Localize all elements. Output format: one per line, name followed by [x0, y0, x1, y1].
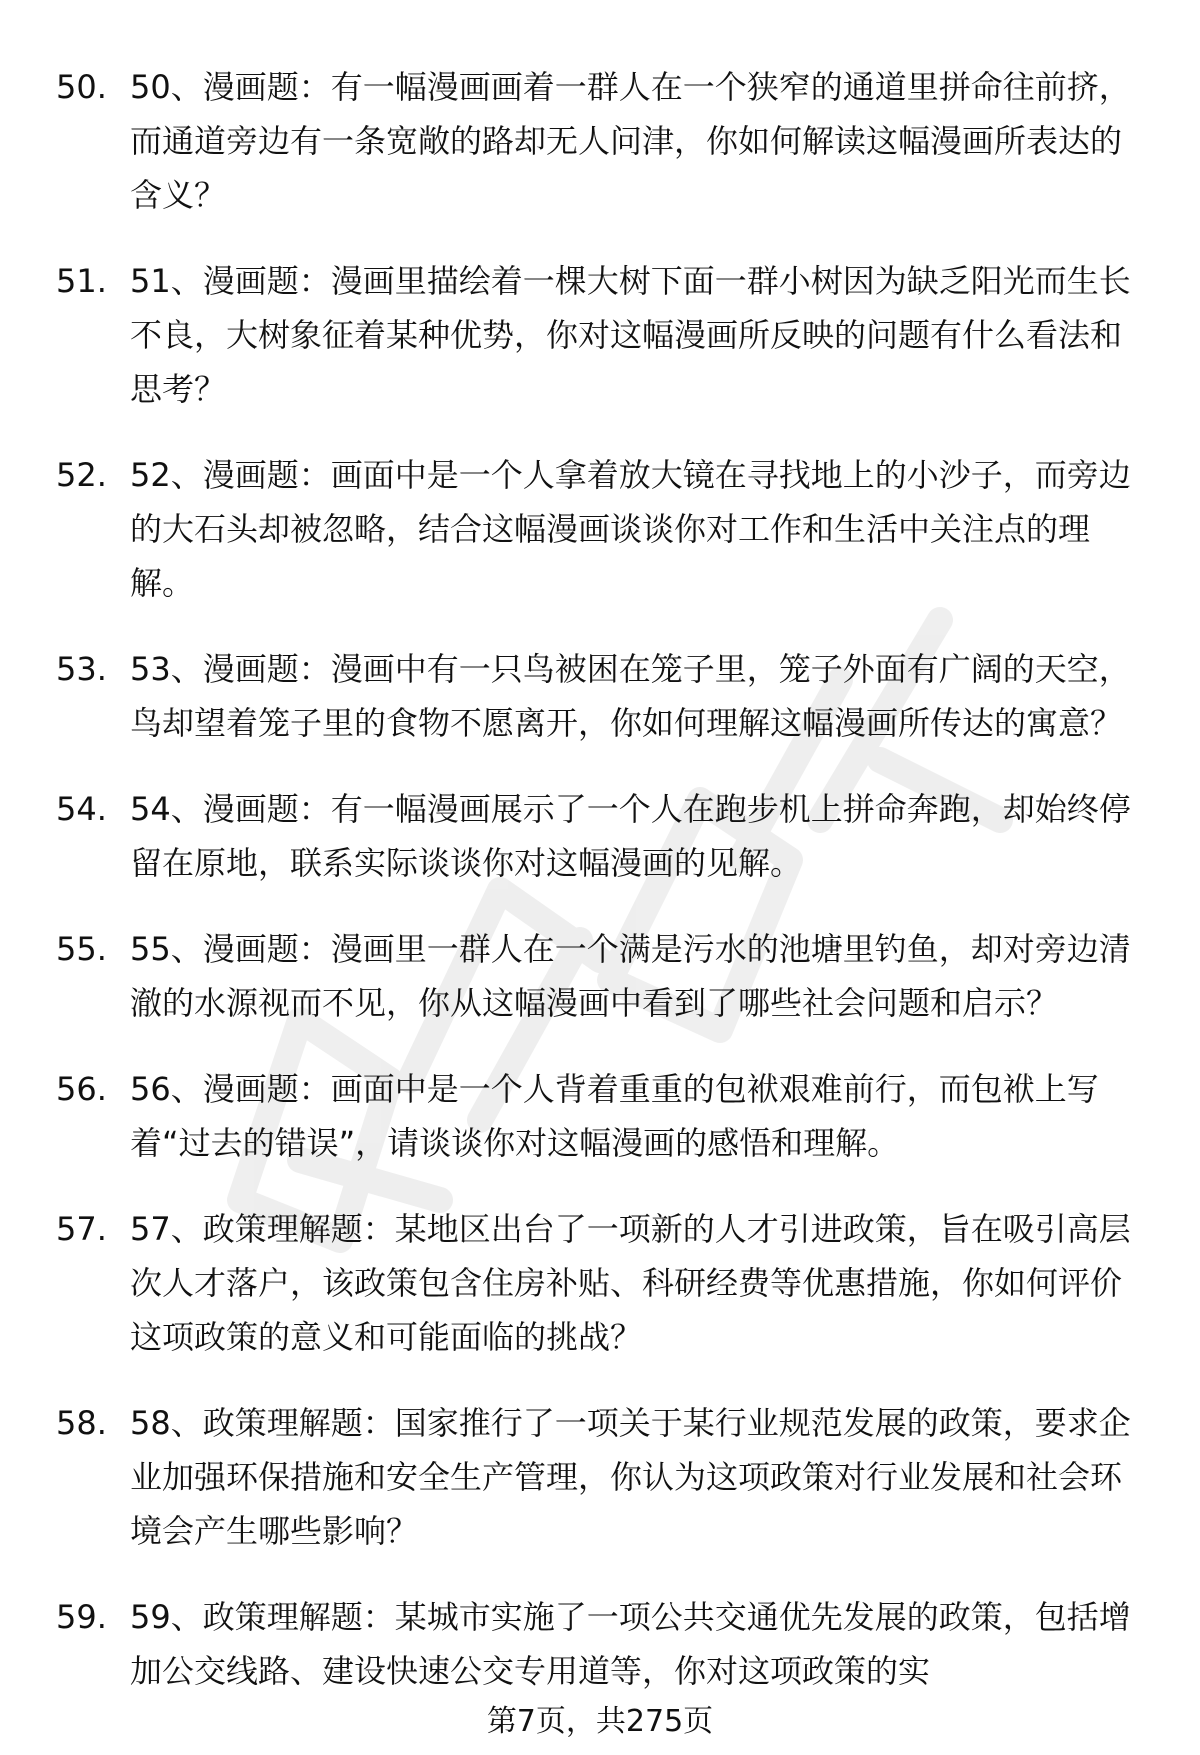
question-text: 55、漫画题：漫画里一群人在一个满是污水的池塘里钓鱼，却对旁边清澈的水源视而不见，你从这幅漫画中看到了哪些社会问题和启示？ — [130, 930, 1131, 1022]
list-item — [0, 254, 1200, 416]
list-item — [0, 1590, 1200, 1698]
question-text: 54、漫画题：有一幅漫画展示了一个人在跑步机上拼命奔跑，却始终停留在原地，联系实际谈谈你对这幅漫画的见解。 — [130, 790, 1131, 882]
question-text: 58、政策理解题：国家推行了一项关于某行业规范发展的政策，要求企业加强环保措施和安全生产管理，你认为这项政策对行业发展和社会环境会产生哪些影响？ — [130, 1404, 1131, 1550]
list-item — [0, 782, 1200, 890]
question-text: 57、政策理解题：某地区出台了一项新的人才引进政策，旨在吸引高层次人才落户，该政策包含住房补贴、科研经费等优惠措施，你如何评价这项政策的意义和可能面临的挑战？ — [130, 1210, 1131, 1356]
page-footer: 第7页，共275页 — [486, 1704, 714, 1739]
list-item — [0, 922, 1200, 1030]
question-number: 50. — [56, 68, 107, 106]
question-text: 53、漫画题：漫画中有一只鸟被困在笼子里，笼子外面有广阔的天空，鸟却望着笼子里的食物不愿离开，你如何理解这幅漫画所传达的寓意？ — [130, 650, 1131, 742]
question-text: 51、漫画题：漫画里描绘着一棵大树下面一群小树因为缺乏阳光而生长不良，大树象征着某种优势，你对这幅漫画所反映的问题有什么看法和思考？ — [130, 262, 1131, 408]
question-text: 56、漫画题：画面中是一个人背着重重的包袱艰难前行，而包袱上写着“过去的错误”，请谈谈你对这幅漫画的感悟和理解。 — [130, 1070, 1099, 1162]
list-item — [0, 1202, 1200, 1364]
list-item — [0, 60, 1200, 222]
list-item — [0, 448, 1200, 610]
question-number: 57. — [56, 1210, 107, 1248]
question-list — [0, 60, 1200, 1730]
question-number: 58. — [56, 1404, 107, 1442]
question-text: 52、漫画题：画面中是一个人拿着放大镜在寻找地上的小沙子，而旁边的大石头却被忽略，结合这幅漫画谈谈你对工作和生活中关注点的理解。 — [130, 456, 1131, 602]
question-number: 51. — [56, 262, 107, 300]
question-number: 59. — [56, 1598, 107, 1636]
list-item — [0, 642, 1200, 750]
question-number: 56. — [56, 1070, 107, 1108]
list-item — [0, 1062, 1200, 1170]
question-text: 59、政策理解题：某城市实施了一项公共交通优先发展的政策，包括增加公交线路、建设快速公交专用道等，你对这项政策的实 — [130, 1598, 1131, 1690]
question-text: 50、漫画题：有一幅漫画画着一群人在一个狭窄的通道里拼命往前挤，而通道旁边有一条宽敞的路却无人问津，你如何解读这幅漫画所表达的含义？ — [130, 68, 1131, 214]
list-item — [0, 1396, 1200, 1558]
question-number: 54. — [56, 790, 107, 828]
question-number: 55. — [56, 930, 107, 968]
question-number: 52. — [56, 456, 107, 494]
question-number: 53. — [56, 650, 107, 688]
